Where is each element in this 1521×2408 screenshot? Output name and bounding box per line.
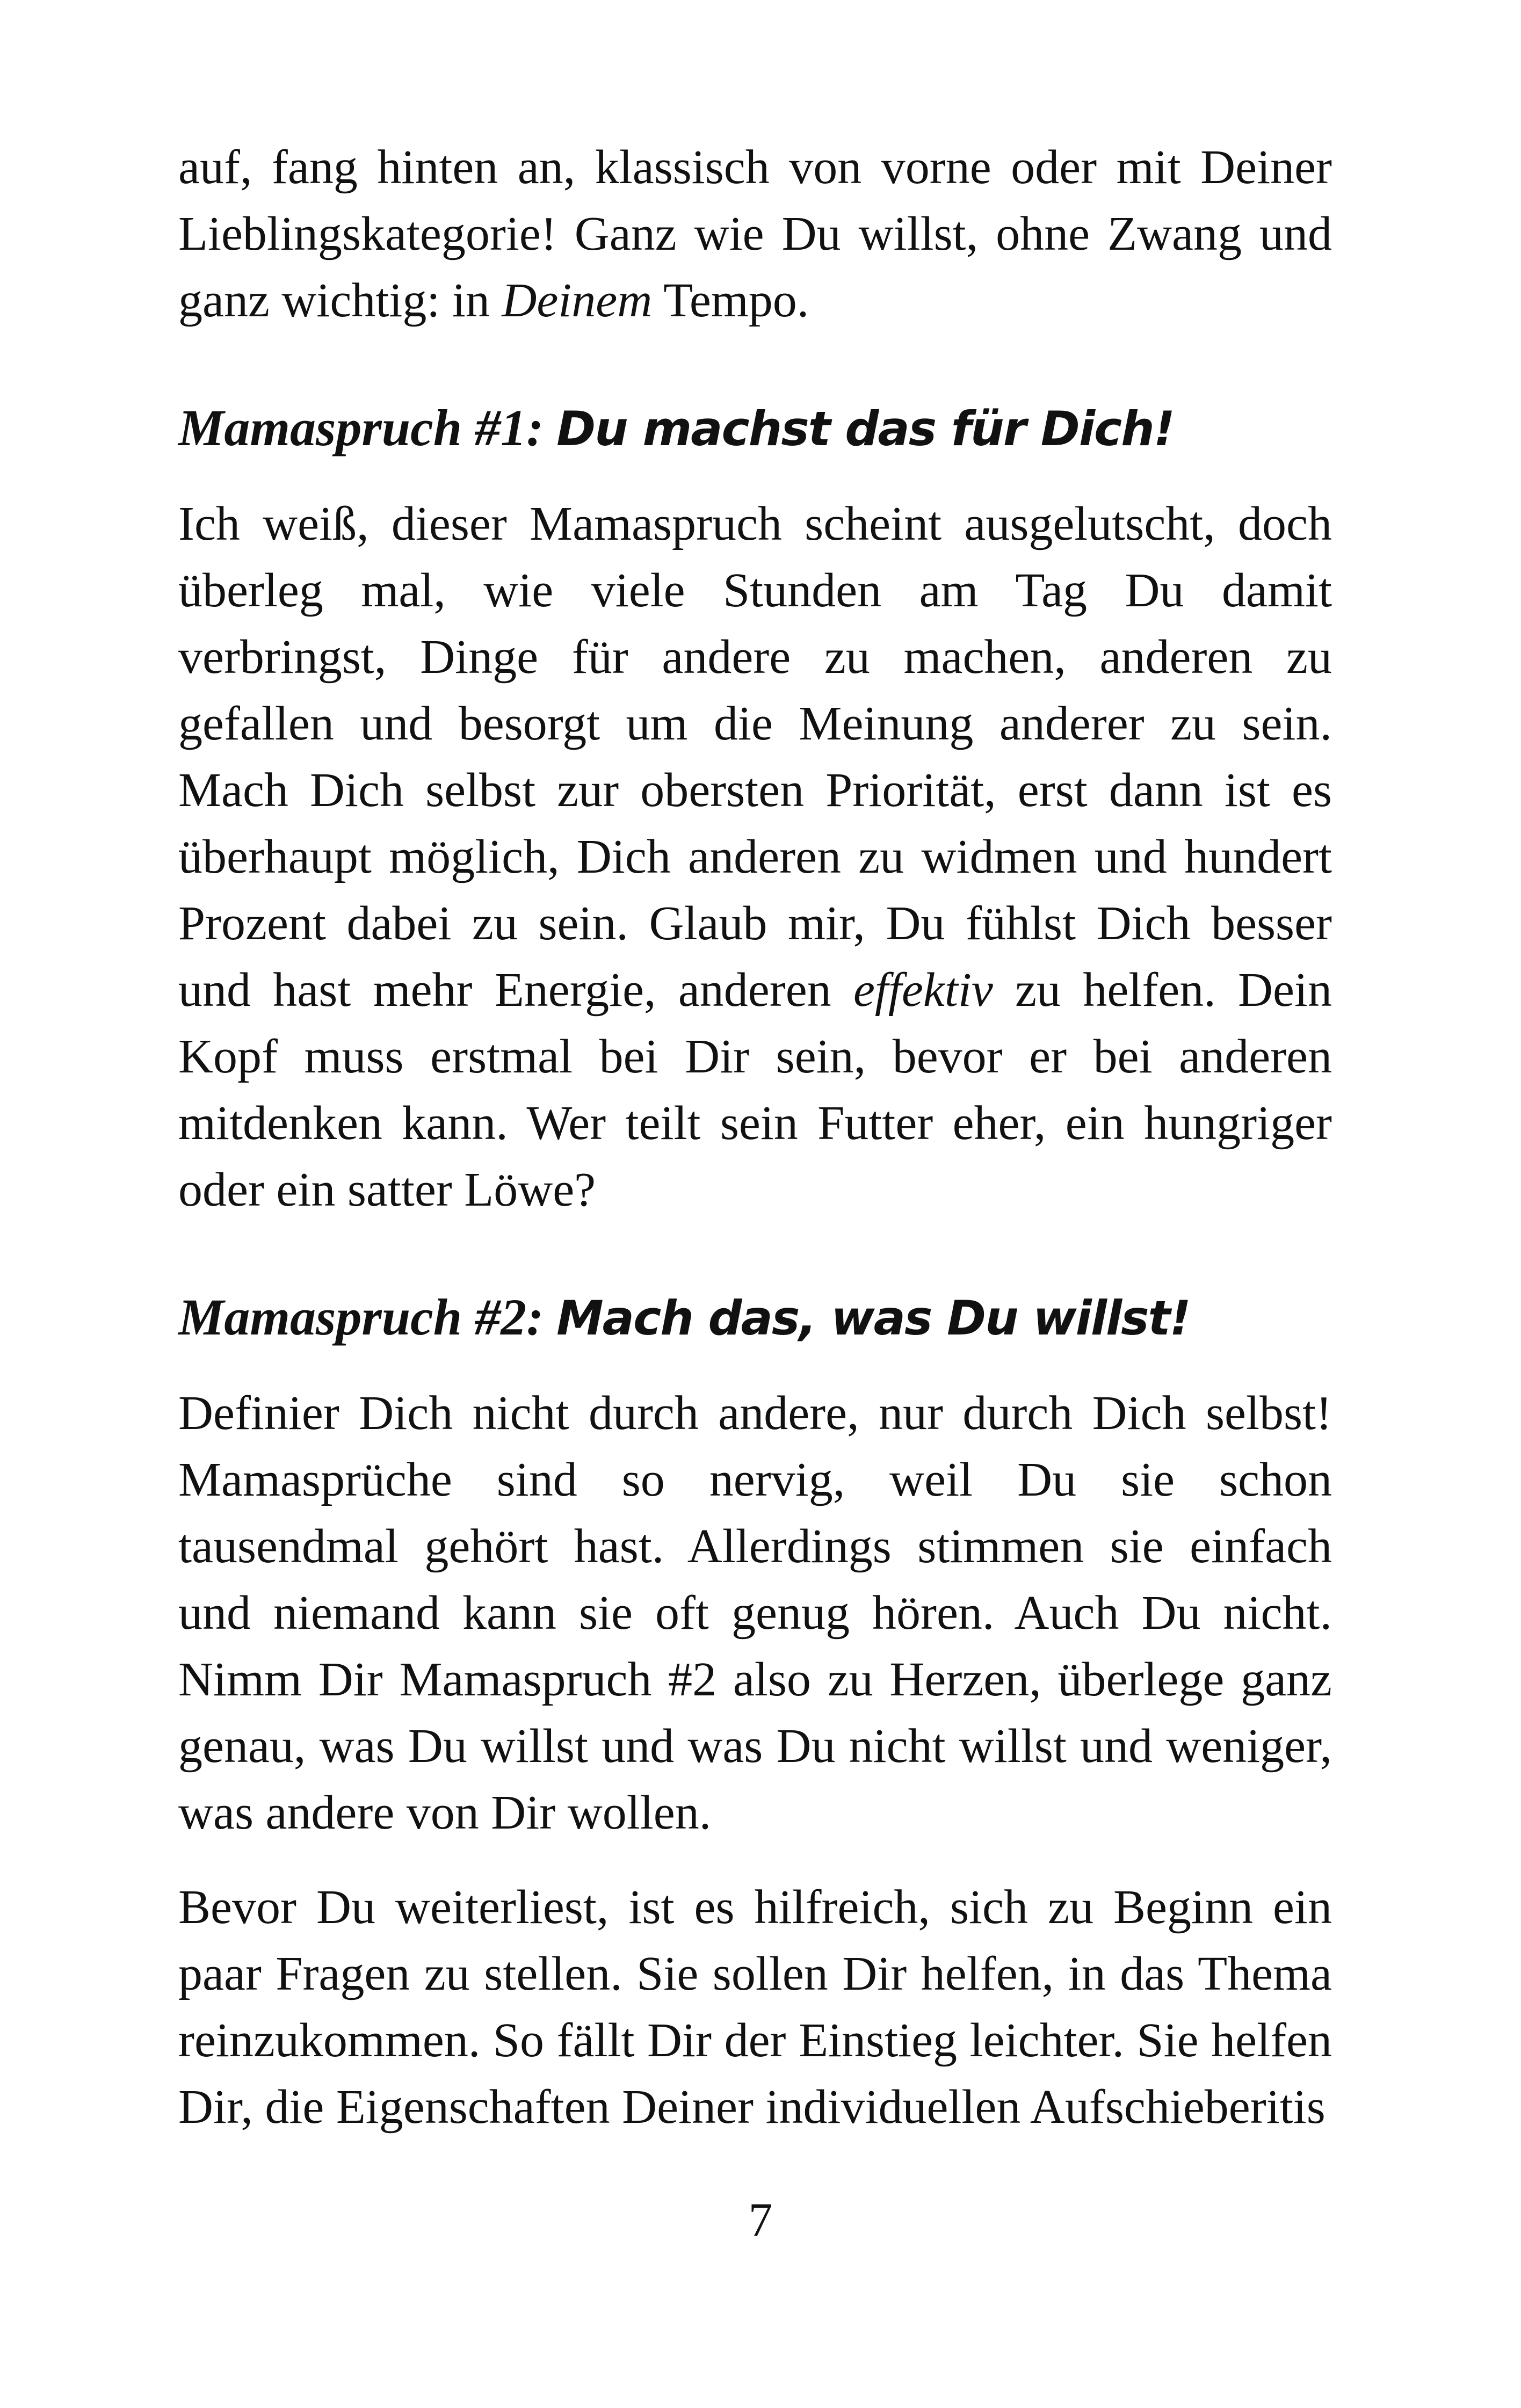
section1-heading-prefix: Mamaspruch #1: <box>178 399 557 456</box>
section1-text-after: zu helfen. Dein Kopf muss erstmal bei Dir sein, bevor er bei anderen mitdenken kann. Wer teilt sein Futter eher, ein hungriger oder ein satter Löwe? <box>178 963 1332 1216</box>
section2-heading <box>178 1282 1332 1353</box>
section1-text-before: Ich weiß, dieser Mamaspruch scheint ausgelutscht, doch überleg mal, wie viele Stunden am Tag Du damit verbringst, Dinge für andere zu machen, anderen zu gefallen und besorgt um die Meinung anderer zu sein. Mach Dich selbst zur obersten Priorität, erst dann ist es überhaupt möglich, Dich anderen zu widmen und hundert Prozent dabei zu sein. Glaub mir, Du fühlst Dich besser und hast mehr Energie, anderen <box>178 497 1332 1017</box>
section2-heading-prefix: Mamaspruch #2: <box>178 1288 557 1346</box>
section2-paragraph-2: Bevor Du weiterliest, ist es hilfreich, sich zu Beginn ein paar Fragen zu stellen. Sie sollen Dir helfen, in das Thema reinzukommen. So fällt Dir der Einstieg leichter. Sie helfen Dir, die Eigenschaften Deiner individuellen Aufschieberitis <box>178 1881 1332 2134</box>
section1-emphasis: effektiv <box>853 963 993 1017</box>
section2-paragraph-1: Definier Dich nicht durch andere, nur durch Dich selbst! Mamasprüche sind so nervig, weil Du sie schon tausendmal gehört hast. Allerdings stimmen sie einfach und niemand kann sie oft genug hören. Auch Du nicht. Nimm Dir Mamaspruch #2 also zu Herzen, überlege ganz genau, was Du willst und was Du nicht willst und weniger, was andere von Dir wollen. <box>178 1387 1332 1839</box>
section1-paragraph <box>178 491 1332 1223</box>
page-number: 7 <box>748 2194 773 2247</box>
text-column <box>178 134 1332 2141</box>
section2-heading-script: Mach das, was Du willst! <box>556 1290 1190 1346</box>
intro-paragraph <box>178 134 1332 334</box>
intro-text-before: auf, fang hinten an, klassisch von vorne oder mit Deiner Lieblingskategorie! Ganz wie Du willst, ohne Zwang und ganz wichtig: in <box>178 141 1332 327</box>
section1-heading <box>178 393 1332 464</box>
intro-emphasis: Deinem <box>502 274 653 327</box>
intro-text-after: Tempo. <box>652 274 809 327</box>
section1-heading-script: Du machst das für Dich! <box>556 401 1174 456</box>
